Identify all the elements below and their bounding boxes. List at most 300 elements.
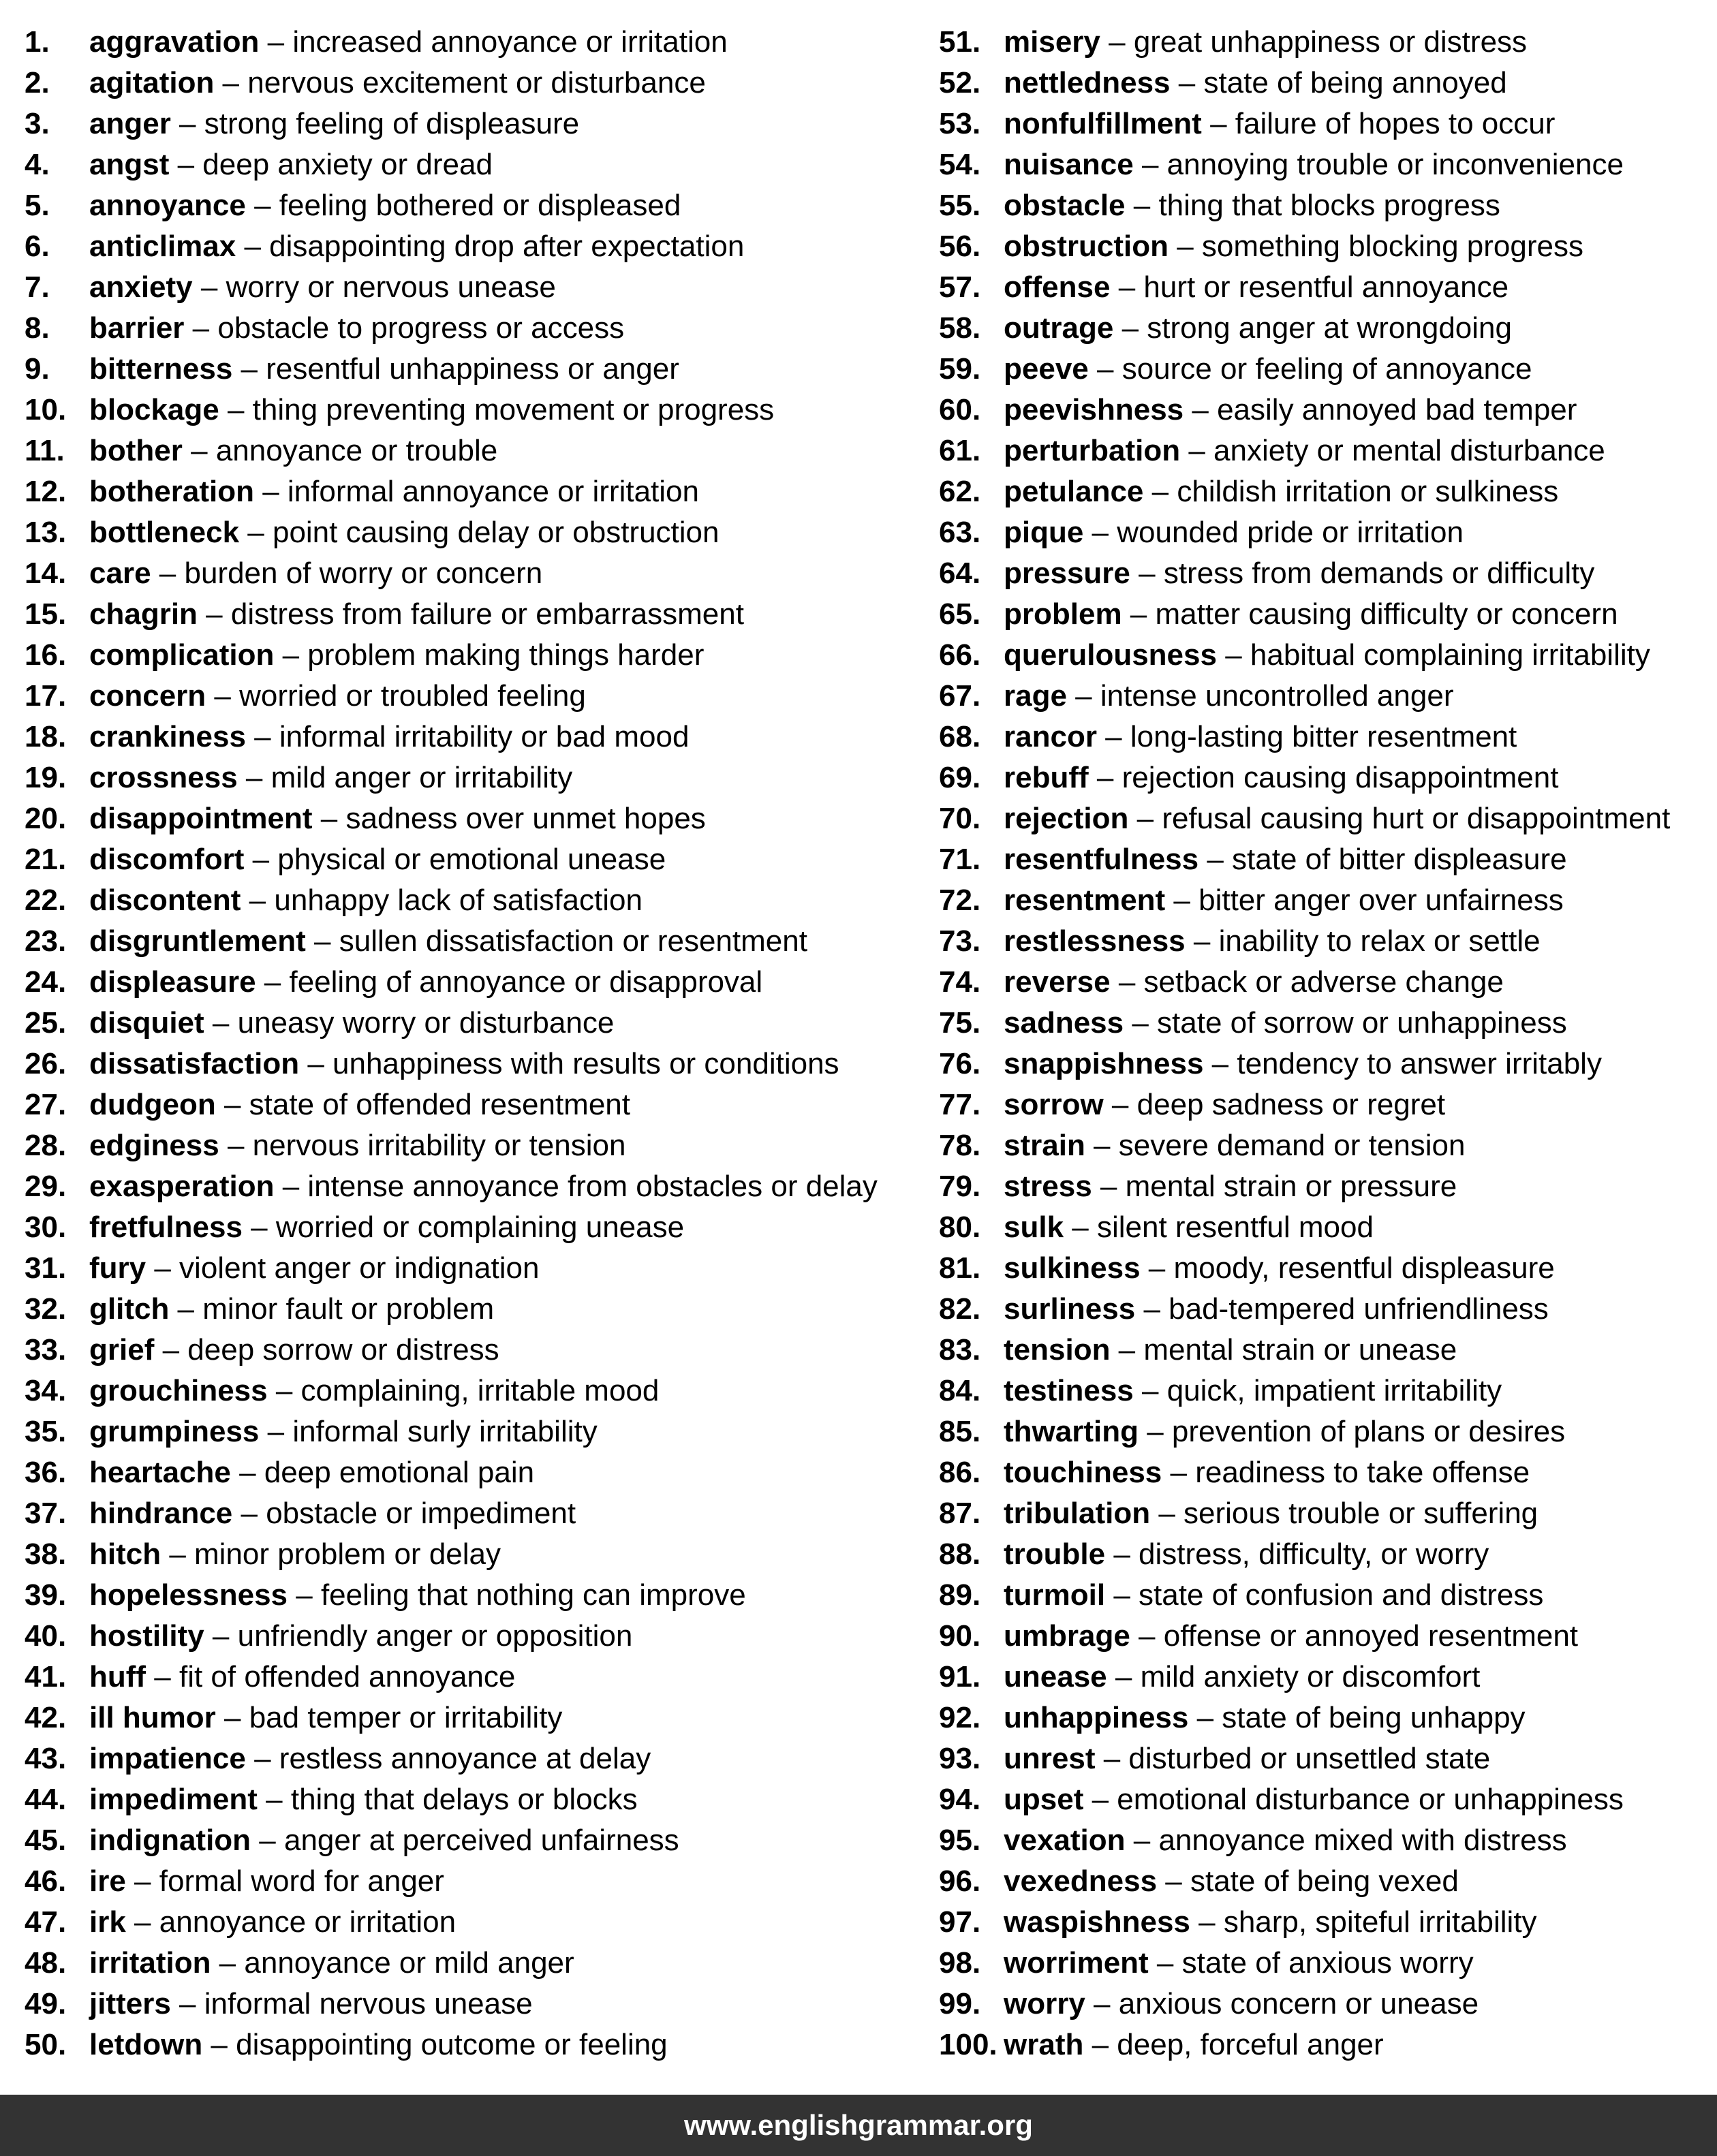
item-number: 43. [25,1742,67,1775]
item-number: 37. [25,1497,67,1530]
item-word: unrest [1004,1742,1096,1775]
item-word: testiness [1004,1374,1134,1407]
item-definition: obstacle or impediment [266,1497,576,1530]
left-column [25,22,910,2065]
item-word: outrage [1004,311,1114,345]
item-word: waspishness [1004,1905,1190,1939]
item-word: rage [1004,679,1067,713]
item-definition: deep sorrow or distress [187,1333,499,1366]
item-definition: state of being annoyed [1203,66,1507,99]
item-definition: informal irritability or bad mood [279,720,690,753]
item-number: 80. [939,1210,981,1244]
item-word: turmoil [1004,1578,1106,1612]
item-number: 36. [25,1456,67,1489]
item-separator: – [1113,311,1147,345]
item-separator: – [251,1824,284,1857]
list-item [25,1003,910,1044]
list-item [25,1616,910,1657]
item-number: 73. [939,924,981,958]
list-item [25,921,910,962]
item-definition: deep anxiety or dread [202,148,493,181]
list-item [25,349,910,390]
item-number: 13. [25,516,67,549]
list-item [939,1084,1717,1125]
item-definition: deep sadness or regret [1136,1088,1446,1121]
list-item [939,2025,1717,2065]
item-word: perturbation [1004,434,1181,467]
item-definition: intense annoyance from obstacles or delay [307,1170,878,1203]
item-word: concern [89,679,206,713]
item-definition: long-lasting bitter resentment [1130,720,1517,753]
list-item [25,1738,910,1779]
item-number: 89. [939,1578,981,1612]
item-separator: – [1180,434,1214,467]
list-item [25,63,910,104]
list-item [25,1534,910,1575]
item-word: irk [89,1905,126,1939]
word-list [0,22,1717,2072]
item-number: 48. [25,1946,67,1980]
item-definition: stress from demands or difficulty [1163,557,1595,590]
item-number: 82. [939,1292,981,1326]
list-item [25,1575,910,1616]
list-item [939,798,1717,839]
list-item [939,390,1717,431]
item-separator: – [1083,516,1117,549]
item-word: barrier [89,311,185,345]
item-separator: – [204,1619,238,1653]
list-item [939,1330,1717,1371]
item-word: anger [89,107,171,140]
item-separator: – [242,1210,276,1244]
item-definition: severe demand or tension [1118,1129,1466,1162]
item-word: trouble [1004,1537,1106,1571]
list-item [939,1657,1717,1698]
item-number: 34. [25,1374,67,1407]
list-item [25,635,910,676]
item-word: grumpiness [89,1415,260,1448]
item-number: 83. [939,1333,981,1366]
item-separator: – [1122,597,1156,631]
item-number: 66. [939,638,981,672]
item-number: 32. [25,1292,67,1326]
list-item [25,267,910,308]
list-item [25,22,910,63]
item-separator: – [1140,1251,1174,1285]
item-word: bother [89,434,183,467]
item-definition: offense or annoyed resentment [1163,1619,1579,1653]
item-word: sorrow [1004,1088,1104,1121]
item-definition: deep emotional pain [264,1456,535,1489]
item-separator: – [1198,843,1233,876]
item-separator: – [1135,1292,1169,1326]
item-word: resentfulness [1004,843,1199,876]
item-definition: annoying trouble or inconvenience [1166,148,1624,181]
list-item [939,308,1717,349]
item-word: indignation [89,1824,251,1857]
item-word: unease [1004,1660,1107,1693]
item-definition: thing that blocks progress [1158,189,1500,222]
item-definition: prevention of plans or desires [1171,1415,1566,1448]
item-definition: mild anxiety or discomfort [1140,1660,1481,1693]
list-item [939,349,1717,390]
item-definition: source or feeling of annoyance [1122,352,1532,386]
item-number: 50. [25,2028,67,2061]
item-number: 25. [25,1006,67,1040]
list-item [939,880,1717,921]
item-number: 9. [25,352,50,386]
item-separator: – [1066,679,1100,713]
list-item [25,104,910,144]
item-number: 51. [939,25,981,59]
item-definition: point causing delay or obstruction [272,516,720,549]
item-number: 33. [25,1333,67,1366]
item-definition: state of being unhappy [1222,1701,1526,1734]
list-item [25,1452,910,1493]
item-number: 14. [25,557,67,590]
list-item [25,1125,910,1166]
item-definition: state of sorrow or unhappiness [1157,1006,1567,1040]
item-separator: – [253,475,288,508]
item-separator: – [1170,66,1204,99]
list-item [25,1493,910,1534]
list-item [25,144,910,185]
item-word: misery [1004,25,1100,59]
list-item [25,1984,910,2025]
item-definition: disturbed or unsettled state [1128,1742,1491,1775]
list-item [939,1902,1717,1943]
list-item [939,1820,1717,1861]
item-separator: – [312,802,346,835]
list-item [939,1738,1717,1779]
item-number: 6. [25,230,50,263]
item-separator: – [232,352,266,386]
list-item [939,553,1717,594]
item-separator: – [1100,25,1134,59]
item-definition: anxious concern or unease [1118,1987,1479,2020]
item-word: agitation [89,66,215,99]
item-word: restlessness [1004,924,1186,958]
list-item [25,1248,910,1289]
item-separator: – [1157,1864,1190,1898]
item-definition: strong feeling of displeasure [204,107,580,140]
item-word: umbrage [1004,1619,1130,1653]
item-definition: state of anxious worry [1181,1946,1474,1980]
item-definition: thing preventing movement or progress [252,393,775,426]
item-word: jitters [89,1987,171,2020]
item-separator: – [206,679,240,713]
item-word: grief [89,1333,155,1366]
item-definition: annoyance or trouble [215,434,498,467]
item-definition: emotional disturbance or unhappiness [1117,1783,1624,1816]
item-separator: – [257,1783,291,1816]
item-separator: – [1064,1210,1097,1244]
item-definition: readiness to take offense [1195,1456,1530,1489]
item-number: 19. [25,761,67,794]
item-separator: – [197,597,231,631]
list-item [25,2025,910,2065]
footer-bar [0,2095,1717,2156]
item-word: resentment [1004,884,1166,917]
item-separator: – [1103,1088,1137,1121]
item-separator: – [1107,1660,1141,1693]
list-item [25,1289,910,1330]
item-definition: refusal causing hurt or disappointment [1162,802,1671,835]
item-number: 3. [25,107,50,140]
item-word: care [89,557,151,590]
item-separator: – [230,1456,264,1489]
item-separator: – [204,1006,238,1040]
item-number: 56. [939,230,981,263]
item-word: surliness [1004,1292,1136,1326]
right-column [939,22,1717,2065]
item-number: 91. [939,1660,981,1693]
list-item [25,471,910,512]
item-number: 5. [25,189,50,222]
item-separator: – [170,1987,204,2020]
list-item [25,1698,910,1738]
item-definition: state of offended resentment [249,1088,631,1121]
item-separator: – [1130,557,1164,590]
item-number: 10. [25,393,67,426]
item-separator: – [202,2028,236,2061]
item-definition: state of confusion and distress [1139,1578,1544,1612]
item-definition: sadness over unmet hopes [345,802,706,835]
item-word: nettledness [1004,66,1171,99]
item-separator: – [219,1129,253,1162]
item-number: 92. [939,1701,981,1734]
item-number: 94. [939,1783,981,1816]
item-separator: – [1133,148,1167,181]
item-definition: matter causing difficulty or concern [1155,597,1618,631]
item-word: snappishness [1004,1047,1204,1080]
list-item [939,962,1717,1003]
item-number: 81. [939,1251,981,1285]
item-number: 31. [25,1251,67,1285]
item-definition: wounded pride or irritation [1117,516,1464,549]
item-separator: – [1150,1497,1184,1530]
item-word: sulk [1004,1210,1064,1244]
item-separator: – [1096,720,1130,753]
list-item [939,22,1717,63]
item-separator: – [245,720,279,753]
item-number: 23. [25,924,67,958]
item-word: upset [1004,1783,1084,1816]
item-definition: complaining, irritable mood [300,1374,660,1407]
item-separator: – [1105,1578,1139,1612]
item-separator: – [1128,802,1162,835]
item-definition: state of being vexed [1190,1864,1459,1898]
list-item [25,512,910,553]
item-word: fretfulness [89,1210,243,1244]
item-separator: – [146,1251,180,1285]
item-separator: – [1088,352,1122,386]
item-definition: burden of worry or concern [184,557,543,590]
item-number: 26. [25,1047,67,1080]
item-word: thwarting [1004,1415,1139,1448]
item-separator: – [215,1701,249,1734]
item-separator: – [1085,1129,1119,1162]
list-item [939,1493,1717,1534]
item-separator: – [259,1415,293,1448]
item-definition: disappointing drop after expectation [269,230,745,263]
item-definition: restless annoyance at delay [279,1742,651,1775]
item-definition: bitter anger over unfairness [1198,884,1564,917]
item-separator: – [184,311,218,345]
item-number: 18. [25,720,67,753]
item-definition: physical or emotional unease [277,843,666,876]
item-word: wrath [1004,2028,1084,2061]
item-number: 74. [939,965,981,999]
item-separator: – [305,924,339,958]
item-separator: – [1095,1742,1129,1775]
item-separator: – [214,66,248,99]
list-item [939,431,1717,471]
item-definition: deep, forceful anger [1117,2028,1384,2061]
item-separator: – [1162,1456,1196,1489]
item-definition: sullen dissatisfaction or resentment [339,924,807,958]
item-number: 22. [25,884,67,917]
item-separator: – [1088,761,1122,794]
item-separator: – [1125,189,1159,222]
item-separator: – [1130,1619,1164,1653]
list-item [25,798,910,839]
list-item [939,144,1717,185]
item-separator: – [182,434,216,467]
item-number: 84. [939,1374,981,1407]
item-word: impatience [89,1742,246,1775]
item-word: fury [89,1251,146,1285]
item-word: nonfulfillment [1004,107,1202,140]
item-separator: – [274,638,308,672]
item-word: touchiness [1004,1456,1162,1489]
item-number: 38. [25,1537,67,1571]
list-item [25,1330,910,1371]
item-number: 95. [939,1824,981,1857]
item-word: heartache [89,1456,231,1489]
list-item [25,1779,910,1820]
item-number: 35. [25,1415,67,1448]
item-definition: annoyance mixed with distress [1158,1824,1567,1857]
item-definition: something blocking progress [1201,230,1583,263]
item-definition: increased annoyance or irritation [292,25,728,59]
item-number: 90. [939,1619,981,1653]
item-separator: – [237,761,271,794]
list-item [25,1411,910,1452]
item-separator: – [1083,1783,1117,1816]
list-item [939,921,1717,962]
item-definition: mild anger or irritability [270,761,573,794]
item-separator: – [1190,1905,1224,1939]
item-definition: bad temper or irritability [249,1701,563,1734]
list-item [939,757,1717,798]
item-word: complication [89,638,275,672]
item-number: 85. [939,1415,981,1448]
item-separator: – [1110,1333,1144,1366]
item-number: 100. [939,2028,997,2061]
list-item [25,1820,910,1861]
item-number: 7. [25,270,50,304]
item-separator: – [1201,107,1235,140]
item-word: letdown [89,2028,203,2061]
list-item [939,226,1717,267]
item-word: disquiet [89,1006,204,1040]
item-separator: – [125,1864,159,1898]
item-number: 54. [939,148,981,181]
item-word: dudgeon [89,1088,216,1121]
item-word: petulance [1004,475,1144,508]
item-number: 97. [939,1905,981,1939]
item-word: strain [1004,1129,1085,1162]
list-item [939,185,1717,226]
list-item [25,390,910,431]
item-separator: – [151,557,185,590]
item-definition: habitual complaining irritability [1250,638,1650,672]
list-item [939,1371,1717,1411]
item-number: 79. [939,1170,981,1203]
item-definition: worried or complaining unease [275,1210,685,1244]
item-number: 87. [939,1497,981,1530]
list-item [939,267,1717,308]
item-word: chagrin [89,597,198,631]
item-word: crankiness [89,720,246,753]
item-word: hostility [89,1619,204,1653]
item-number: 88. [939,1537,981,1571]
item-separator: – [1125,1824,1159,1857]
list-item [939,839,1717,880]
item-word: bitterness [89,352,233,386]
list-item [25,1166,910,1207]
list-item [25,717,910,757]
item-word: crossness [89,761,238,794]
item-separator: – [267,1374,301,1407]
item-number: 11. [25,434,65,467]
list-item [939,63,1717,104]
item-word: querulousness [1004,638,1217,672]
item-word: peevishness [1004,393,1184,426]
item-separator: – [288,1578,321,1612]
item-number: 8. [25,311,50,345]
item-separator: – [161,1537,195,1571]
item-definition: great unhappiness or distress [1133,25,1528,59]
list-item [25,308,910,349]
list-item [25,1371,910,1411]
item-separator: – [1203,1047,1237,1080]
item-definition: unfriendly anger or opposition [237,1619,633,1653]
item-separator: – [299,1047,333,1080]
item-separator: – [169,1292,203,1326]
item-number: 55. [939,189,981,222]
item-separator: – [192,270,226,304]
list-item [25,594,910,635]
item-number: 78. [939,1129,981,1162]
item-definition: nervous excitement or disturbance [247,66,706,99]
item-definition: annoyance or mild anger [244,1946,574,1980]
item-definition: minor fault or problem [202,1292,495,1326]
item-word: displeasure [89,965,256,999]
item-word: discomfort [89,843,245,876]
item-separator: – [1216,638,1250,672]
item-definition: serious trouble or suffering [1184,1497,1538,1530]
item-number: 67. [939,679,981,713]
item-separator: – [1188,1701,1222,1734]
item-separator: – [1110,965,1144,999]
item-number: 47. [25,1905,67,1939]
item-number: 15. [25,597,67,631]
item-word: pique [1004,516,1084,549]
item-definition: mental strain or unease [1143,1333,1457,1366]
list-item [939,1575,1717,1616]
